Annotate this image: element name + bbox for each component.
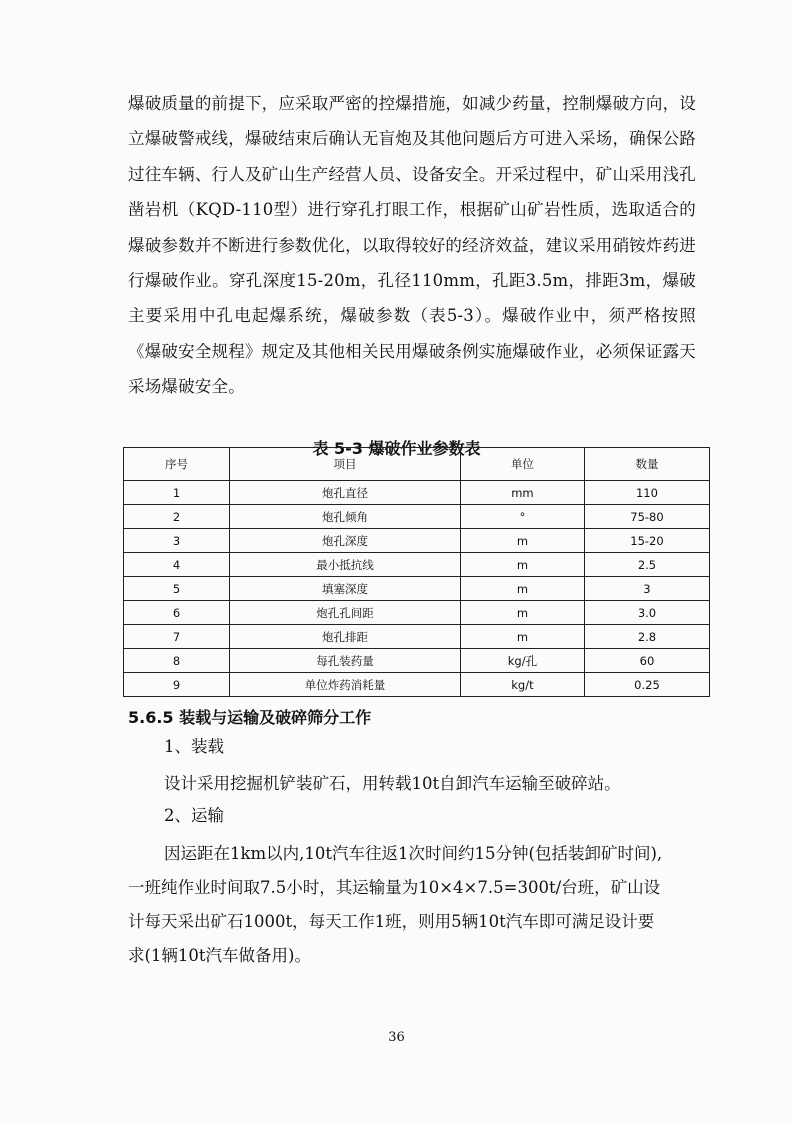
table-cell: m: [460, 529, 584, 553]
transport-text-line: 因运距在1km以内,10t汽车往返1次时间约15分钟(包括装卸矿时间),: [164, 844, 663, 863]
transport-text-line: 求(1辆10t汽车做备用)。: [128, 946, 311, 965]
table-cell: 炮孔深度: [230, 529, 461, 553]
table-body: [124, 481, 710, 697]
table-cell: 1: [124, 481, 230, 505]
transport-text-line: 计每天采出矿石1000t，每天工作1班，则用5辆10t汽车即可满足设计要: [128, 912, 655, 931]
table-cell: 15-20: [584, 529, 709, 553]
loading-text: 设计采用挖掘机铲装矿石，用转载10t自卸汽车运输至破碎站。: [164, 774, 621, 793]
table-cell: 最小抵抗线: [230, 553, 461, 577]
table-cell: °: [460, 505, 584, 529]
table-cell: 炮孔倾角: [230, 505, 461, 529]
page-number: 36: [388, 1030, 405, 1045]
table-cell: m: [460, 577, 584, 601]
table-cell: 0.25: [584, 673, 709, 697]
table-cell: 6: [124, 601, 230, 625]
table-title: 表 5-3 爆破作业参数表: [312, 439, 481, 458]
table-cell: 单位炸药消耗量: [230, 673, 461, 697]
table-cell: 3: [124, 529, 230, 553]
table-cell: 填塞深度: [230, 577, 461, 601]
table-row: [124, 601, 710, 625]
header-cell: 数量: [584, 448, 709, 481]
table-cell: 每孔装药量: [230, 649, 461, 673]
table-row: [124, 625, 710, 649]
table-row: [124, 673, 710, 697]
table-cell: 4: [124, 553, 230, 577]
header-cell: 序号: [124, 448, 230, 481]
header-cell: 项目: [230, 448, 461, 481]
table-cell: m: [460, 625, 584, 649]
table-cell: mm: [460, 481, 584, 505]
table-cell: kg/t: [460, 673, 584, 697]
blasting-parameters-table: [123, 447, 710, 697]
table-cell: 60: [584, 649, 709, 673]
table-cell: 110: [584, 481, 709, 505]
table-cell: 9: [124, 673, 230, 697]
table-row: [124, 529, 710, 553]
table-cell: m: [460, 553, 584, 577]
table-row: [124, 505, 710, 529]
table-cell: 5: [124, 577, 230, 601]
table-cell: kg/孔: [460, 649, 584, 673]
table-cell: 2.5: [584, 553, 709, 577]
table-cell: 2.8: [584, 625, 709, 649]
subheading-loading: 1、装载: [164, 737, 224, 756]
subheading-transport: 2、运输: [164, 806, 224, 825]
table-header-row: [124, 448, 710, 481]
table-row: [124, 481, 710, 505]
table-cell: 3: [584, 577, 709, 601]
table-cell: 7: [124, 625, 230, 649]
paragraph-text: 爆破质量的前提下，应采取严密的控爆措施，如减少药量，控制爆破方向，设立爆破警戒线，爆破结束后确认无盲炮及其他问题后方可进入采场，确保公路过往车辆、行人及矿山生产经营人员、设备安全。开采过程中，矿山采用浅孔凿岩机（KQD-110型）进行穿孔打眼工作，根据矿山矿岩性质，选取适合的爆破参数并不断进行参数优化，以取得较好的经济效益，建议采用硝铵炸药进行爆破作业。穿孔深度15-20m，孔径110mm，孔距3.5m，排距3m，爆破主要采用中孔电起爆系统，爆破参数（表5-3）。爆破作业中，须严格按照《爆破安全规程》规定及其他相关民用爆破条例实施爆破作业，必须保证露天采场爆破安全。: [128, 94, 696, 397]
table-row: [124, 553, 710, 577]
table-cell: 3.0: [584, 601, 709, 625]
table-row: [124, 577, 710, 601]
transport-text-line: 一班纯作业时间取7.5小时，其运输量为10×4×7.5=300t/台班，矿山设: [128, 878, 661, 897]
table-cell: 炮孔排距: [230, 625, 461, 649]
header-cell: 单位: [460, 448, 584, 481]
table-cell: 75-80: [584, 505, 709, 529]
table-cell: 8: [124, 649, 230, 673]
table-row: [124, 649, 710, 673]
table-cell: 2: [124, 505, 230, 529]
table-cell: m: [460, 601, 584, 625]
table-cell: 炮孔孔间距: [230, 601, 461, 625]
intro-paragraph: [128, 86, 696, 405]
section-heading: 5.6.5 装载与运输及破碎筛分工作: [128, 708, 372, 727]
table-cell: 炮孔直径: [230, 481, 461, 505]
